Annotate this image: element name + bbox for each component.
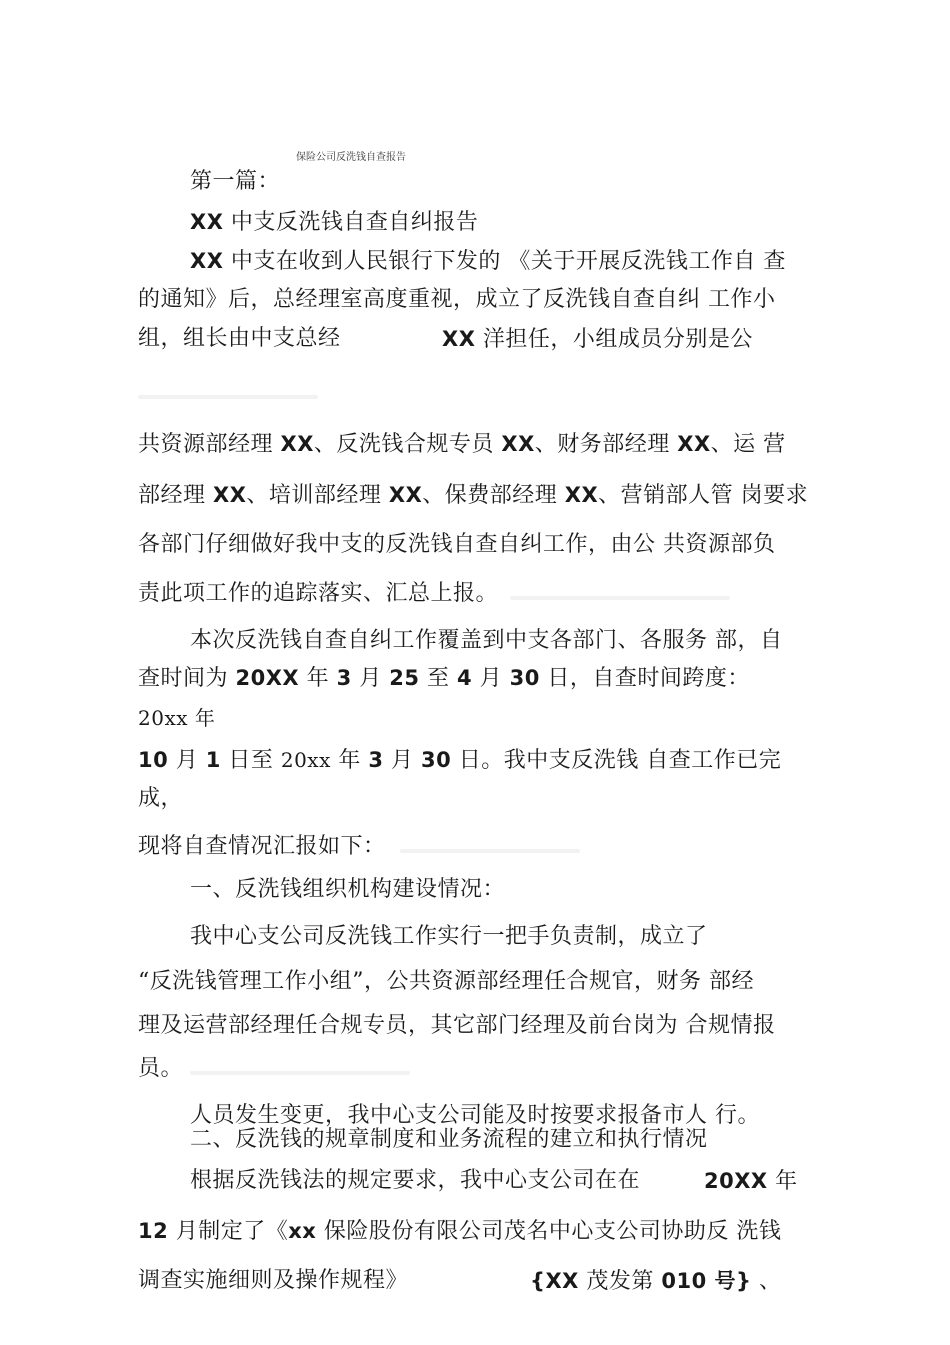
text: 部经理 bbox=[138, 483, 213, 508]
text-bold: 10 bbox=[138, 748, 169, 772]
text: 中支在收到人民银行下发的 《关于开展反洗钱工作自 查 bbox=[223, 249, 786, 274]
text: 根据反洗钱法的规定要求，我中心支公司在在 bbox=[190, 1168, 641, 1193]
text: 成， bbox=[138, 786, 184, 811]
line-para5-2 bbox=[138, 1217, 781, 1246]
text-bold: 010 bbox=[661, 1269, 707, 1293]
text: 、培训部经理 bbox=[246, 483, 389, 508]
line-title bbox=[190, 208, 478, 237]
text: 调查实施细则及操作规程》 bbox=[138, 1268, 409, 1293]
text: 现将自查情况汇报如下： bbox=[138, 834, 386, 859]
text-bold: XX bbox=[564, 483, 599, 507]
line-section1-heading bbox=[190, 876, 505, 904]
line-para1-6 bbox=[138, 531, 776, 559]
line-para2-2 bbox=[138, 664, 750, 693]
text: 的通知》后，总经理室高度重视，成立了反洗钱自查自纠 工作小 bbox=[138, 287, 776, 312]
line-para1-5 bbox=[138, 481, 808, 510]
text: 责此项工作的追踪落实、汇总上报。 bbox=[138, 581, 499, 606]
text-bold: xx bbox=[288, 1219, 317, 1243]
line-para2-1 bbox=[190, 627, 783, 655]
text: 保险股份有限公司茂名中心支公司协助反 洗钱 bbox=[316, 1219, 782, 1244]
text: 、保费部经理 bbox=[422, 483, 565, 508]
faint-artifact bbox=[510, 596, 730, 600]
line-para3-2 bbox=[138, 968, 754, 996]
line-para1-7 bbox=[138, 580, 498, 608]
text: 一、反洗钱组织机构建设情况： bbox=[190, 877, 506, 902]
text-bold: 20XX bbox=[235, 666, 300, 690]
line-section2-heading bbox=[190, 1126, 708, 1154]
text: 查时间为 bbox=[138, 666, 236, 691]
text: 、 bbox=[751, 1269, 782, 1294]
text-bold: 30 bbox=[509, 666, 540, 690]
line-para1-3b bbox=[442, 325, 753, 354]
text-bold: 1 bbox=[205, 748, 221, 772]
text: 二、反洗钱的规章制度和业务流程的建立和执行情况 bbox=[190, 1127, 708, 1152]
text: 理及运营部经理任合规专员，其它部门经理及前台岗为 合规情报 bbox=[138, 1013, 776, 1038]
line-chapter bbox=[190, 168, 280, 196]
line-para5-3b bbox=[530, 1267, 781, 1296]
text: 月 bbox=[351, 666, 390, 691]
text: 洋担任，小组成员分别是公 bbox=[475, 327, 753, 352]
page-header: 保险公司反洗钱自查报告 bbox=[296, 152, 406, 163]
text-bold: XX bbox=[388, 483, 423, 507]
text-bold: 3 bbox=[336, 666, 352, 690]
text: 中支反洗钱自查自纠报告 bbox=[223, 210, 479, 235]
line-para3-4 bbox=[138, 1055, 183, 1083]
text: 我中心支公司反洗钱工作实行一把手负责制，成立了 bbox=[190, 924, 708, 949]
text: 年 bbox=[330, 748, 369, 773]
line-para2-5 bbox=[138, 785, 183, 813]
text: 年 bbox=[299, 666, 337, 691]
text: 月 bbox=[383, 748, 421, 773]
text-bold: 30 bbox=[421, 748, 452, 772]
text: 日，自查时间跨度： bbox=[539, 666, 750, 691]
text: 年 bbox=[767, 1169, 798, 1194]
text: 、反洗钱合规专员 bbox=[313, 432, 502, 457]
line-para1-1 bbox=[190, 247, 786, 276]
text-bold: {XX bbox=[530, 1269, 579, 1293]
line-para2-6 bbox=[138, 833, 386, 861]
text-bold: XX bbox=[501, 432, 535, 456]
text-bold: XX bbox=[190, 249, 224, 273]
line-para5-3a bbox=[138, 1267, 408, 1295]
text: 人员发生变更，我中心支公司能及时按要求报备市人 行。 bbox=[190, 1103, 760, 1128]
line-para3-3 bbox=[138, 1012, 776, 1040]
text: 、运 营 bbox=[710, 432, 786, 457]
text: 第一篇： bbox=[190, 169, 281, 194]
text-bold: 号} bbox=[706, 1269, 752, 1293]
text: 月 bbox=[472, 666, 510, 691]
line-para5-1a bbox=[190, 1167, 640, 1195]
text-bold: 20XX bbox=[704, 1169, 768, 1193]
line-para1-4 bbox=[138, 430, 786, 459]
text: 茂发第 bbox=[578, 1269, 662, 1294]
text-bold: 12 bbox=[138, 1219, 169, 1243]
text: 月 bbox=[168, 748, 206, 773]
text: 日至 bbox=[220, 748, 281, 773]
text-bold: XX bbox=[190, 210, 224, 234]
text-bold: 4 bbox=[456, 666, 473, 690]
text: 20xx 年 bbox=[138, 706, 216, 730]
text-bold: XX bbox=[280, 432, 314, 456]
text-bold: XX bbox=[677, 432, 711, 456]
faint-artifact bbox=[190, 1071, 410, 1075]
text: 、财务部经理 bbox=[534, 432, 678, 457]
text: 本次反洗钱自查自纠工作覆盖到中支各部门、各服务 部，自 bbox=[190, 628, 783, 653]
text: 日。我中支反洗钱 自查工作已完 bbox=[451, 748, 782, 773]
line-para3-1 bbox=[190, 923, 708, 951]
text: 共资源部经理 bbox=[138, 432, 281, 457]
text: 组，组长由中支总经 bbox=[138, 326, 341, 351]
text: 至 bbox=[419, 666, 457, 691]
faint-artifact bbox=[400, 849, 580, 853]
faint-artifact bbox=[138, 395, 318, 399]
text: 各部门仔细做好我中支的反洗钱自查自纠工作，由公 共资源部负 bbox=[138, 532, 776, 557]
line-para2-3 bbox=[138, 704, 215, 732]
text-bold: 3 bbox=[368, 748, 384, 772]
text: “反洗钱管理工作小组”，公共资源部经理任合规官，财务 部经 bbox=[138, 969, 754, 994]
text: 员。 bbox=[138, 1056, 184, 1081]
text: 月制定了《 bbox=[168, 1219, 289, 1244]
text-bold: XX bbox=[213, 483, 247, 507]
line-para1-3a bbox=[138, 325, 341, 353]
line-para1-2 bbox=[138, 286, 776, 314]
line-para5-1b bbox=[704, 1167, 798, 1196]
text: 20xx bbox=[280, 748, 331, 772]
text-bold: 25 bbox=[389, 666, 420, 690]
text: 、营销部人管 岗要求 bbox=[598, 483, 809, 508]
text-bold: XX bbox=[442, 327, 476, 351]
line-para2-4 bbox=[138, 746, 781, 775]
